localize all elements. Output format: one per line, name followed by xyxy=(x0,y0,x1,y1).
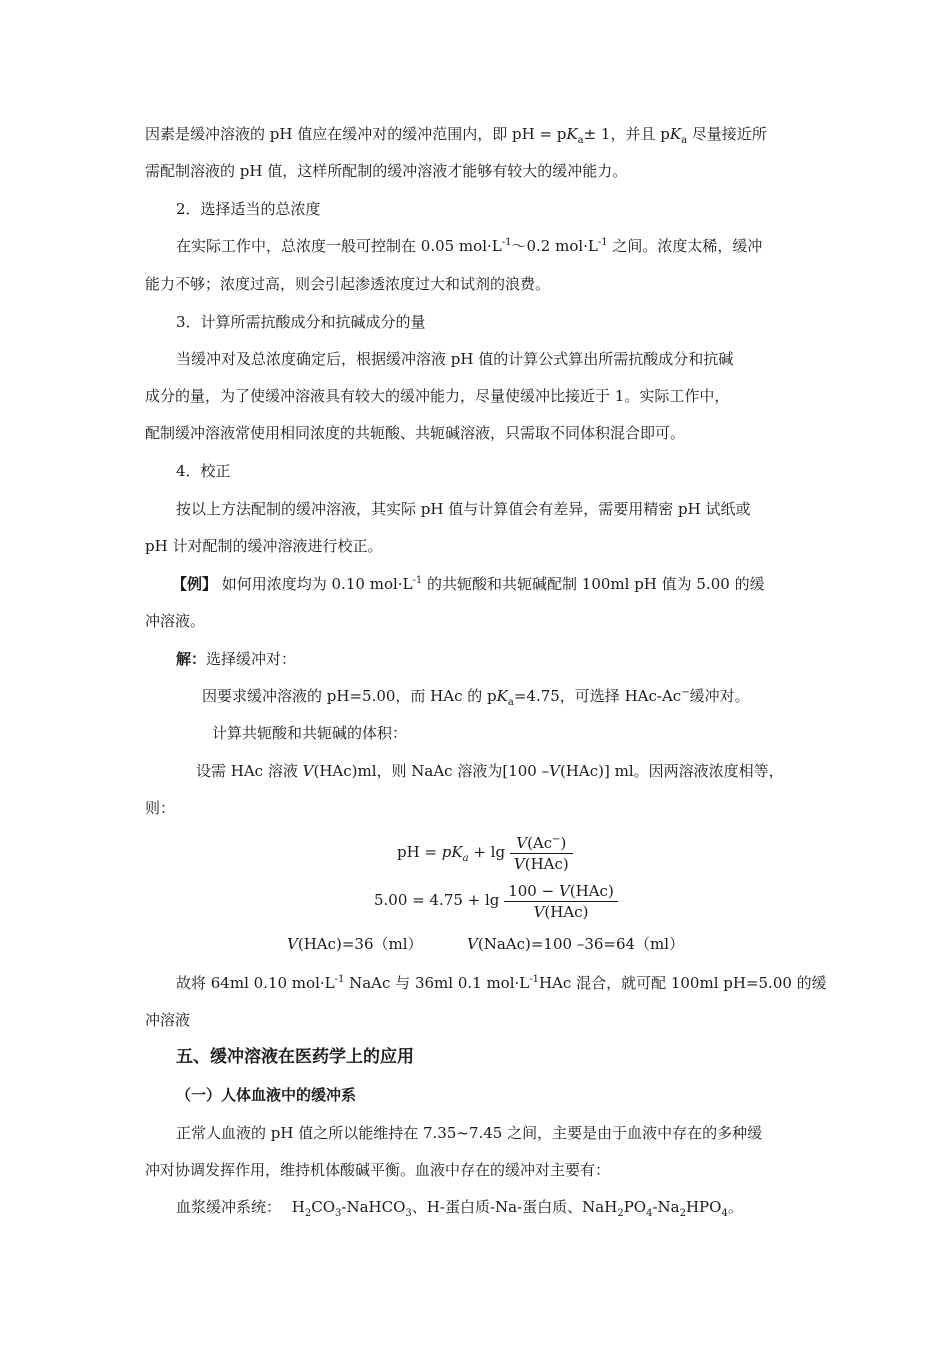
subsection-heading: （一）人体血液中的缓冲系 xyxy=(176,1086,357,1104)
superscript: -1 xyxy=(334,974,345,985)
paragraph-line xyxy=(145,124,952,144)
superscript: -1 xyxy=(597,237,608,248)
section-heading: 五、缓冲溶液在医药学上的应用 xyxy=(176,1047,414,1067)
paragraph-line: 冲溶液 xyxy=(145,1011,191,1029)
text-segment: HAc 混合，就可配 100ml pH=5.00 的缓 xyxy=(538,974,827,992)
symbol: V xyxy=(549,762,560,780)
equation-values xyxy=(374,878,952,922)
equation-ph xyxy=(397,830,952,874)
eq-text: pH = xyxy=(397,843,442,861)
symbol: K xyxy=(566,125,578,143)
result-naac xyxy=(467,934,952,954)
paragraph-line xyxy=(202,686,952,706)
text-segment: 的共轭酸和共轭碱配制 100ml pH 值为 5.00 的缓 xyxy=(422,575,765,593)
text-segment: (HAc)] ml。因两溶液浓度相等， xyxy=(559,762,784,780)
paragraph-line xyxy=(176,236,952,256)
text-segment: 因素是缓冲溶液的 pH 值应在缓冲对的缓冲范围内，即 pH = p xyxy=(145,125,567,143)
symbol: V xyxy=(287,935,298,953)
superscript: -1 xyxy=(529,974,539,985)
paragraph-line xyxy=(196,761,952,781)
paragraph-line: 冲溶液。 xyxy=(145,612,206,630)
eq-text: 5.00 = 4.75 + lg xyxy=(374,891,500,909)
text-segment: 故将 64ml 0.10 mol·L xyxy=(176,974,335,992)
text-segment: (HAc)=36（ml） xyxy=(297,935,423,953)
text-segment: ± 1，并且 p xyxy=(583,125,670,143)
paragraph-line: 计算共轭酸和共轭碱的体积： xyxy=(212,724,408,742)
paragraph-line: 成分的量，为了使缓冲溶液具有较大的缓冲能力，尽量使缓冲比接近于 1。实际工作中， xyxy=(145,387,730,405)
example-line xyxy=(172,574,952,594)
fraction xyxy=(510,833,573,874)
solution-label: 解： xyxy=(176,650,207,668)
subscript: a xyxy=(577,135,584,146)
text-segment: 选择缓冲对： xyxy=(206,650,297,668)
paragraph-line: 则： xyxy=(145,799,176,817)
text-segment: ～0.2 mol·L xyxy=(511,237,598,255)
text-segment: 因要求缓冲溶液的 pH=5.00，而 HAc 的 p xyxy=(202,687,497,705)
text-segment: (HAc)ml，则 NaAc 溶液为[100 – xyxy=(313,762,550,780)
symbol: K xyxy=(496,687,508,705)
section-title: 3．计算所需抗酸成分和抗碱成分的量 xyxy=(176,313,426,331)
eq-symbol: pK xyxy=(441,843,463,861)
fraction-numerator: 100 − V(HAc) xyxy=(504,881,618,902)
paragraph-line: 冲对协调发挥作用，维持机体酸碱平衡。血液中存在的缓冲对主要有： xyxy=(145,1161,611,1179)
symbol: V xyxy=(302,762,314,780)
paragraph-line: pH 计对配制的缓冲溶液进行校正。 xyxy=(145,537,383,555)
symbol: V xyxy=(467,935,478,953)
symbol: K xyxy=(669,125,682,143)
text-segment: 血浆缓冲系统： xyxy=(176,1198,282,1216)
text-segment: 设需 HAc 溶液 xyxy=(196,762,303,780)
section-title: 4．校正 xyxy=(176,462,231,480)
solution-line xyxy=(176,649,952,669)
text-segment: 缓冲对。 xyxy=(689,687,750,705)
subscript: a xyxy=(507,697,514,708)
text-segment: 如何用浓度均为 0.10 mol·L xyxy=(217,575,413,593)
paragraph-line: 需配制溶液的 pH 值，这样所配制的缓冲溶液才能够有较大的缓冲能力。 xyxy=(145,162,628,180)
paragraph-line: 能力不够；浓度过高，则会引起渗透浓度过大和试剂的浪费。 xyxy=(145,275,551,293)
formula-list: $H_2CO_3-NaHCO_3$、H-蛋白质-Na-蛋白质、$NaH_2PO_4-Na_2HPO_4$。 xyxy=(291,1198,743,1219)
text-segment: NaAc 与 36ml 0.1 mol·L xyxy=(344,974,530,992)
text-segment: =4.75，可选择 HAc-Ac xyxy=(513,687,682,705)
superscript: -1 xyxy=(501,237,512,248)
fraction-denominator: V(HAc) xyxy=(533,902,589,921)
fraction-denominator: V(HAc) xyxy=(513,854,569,873)
text-segment: 在实际工作中，总浓度一般可控制在 0.05 mol·L xyxy=(176,237,502,255)
paragraph-line: 按以上方法配制的缓冲溶液，其实际 pH 值与计算值会有差异，需要用精密 pH 试纸或 xyxy=(176,500,751,518)
paragraph-line xyxy=(176,1197,952,1217)
paragraph-line: 当缓冲对及总浓度确定后，根据缓冲溶液 pH 值的计算公式算出所需抗酸成分和抗碱 xyxy=(176,350,734,368)
subscript: a xyxy=(681,135,688,146)
superscript: -1 xyxy=(412,575,423,586)
paragraph-line: 配制缓冲溶液常使用相同浓度的共轭酸、共轭碱溶液，只需取不同体积混合即可。 xyxy=(145,424,686,442)
text-segment: 之间。浓度太稀，缓冲 xyxy=(607,237,763,255)
paragraph-line xyxy=(176,973,952,993)
text-segment: (NaAc)=100 –36=64（ml） xyxy=(477,935,685,953)
example-label: 【例】 xyxy=(172,575,218,593)
eq-subscript: a xyxy=(462,853,469,864)
fraction xyxy=(504,881,618,922)
section-title: 2．选择适当的总浓度 xyxy=(176,200,321,218)
text-segment: 尽量接近所 xyxy=(687,125,767,143)
eq-text: + lg xyxy=(468,843,506,861)
superscript: − xyxy=(681,687,690,698)
paragraph-line: 正常人血液的 pH 值之所以能维持在 7.35~7.45 之间，主要是由于血液中存在的多种缓 xyxy=(176,1124,763,1142)
fraction-numerator: V(Ac−) xyxy=(510,833,573,854)
